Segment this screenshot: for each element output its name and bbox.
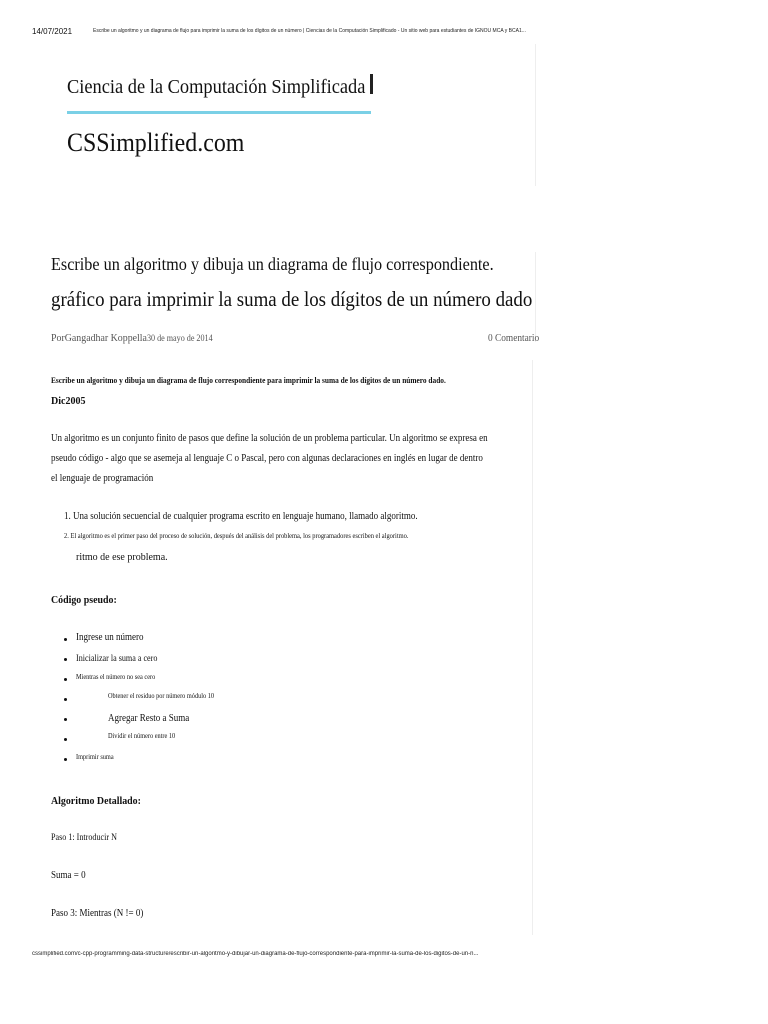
article-title-line-1: Escribe un algoritmo y dibuja un diagrama de flujo correspondiente. (51, 254, 494, 274)
list-item: 2. El algoritmo es el primer paso del proceso de solución, después del análisis del problema, los programadores escriben el algoritmo. (64, 532, 409, 540)
header-divider (370, 74, 373, 94)
print-date: 14/07/2021 (32, 27, 73, 36)
paragraph-line: el lenguaje de programación (51, 473, 154, 484)
site-domain[interactable]: CSSimplified.com (67, 128, 245, 157)
paragraph-line: Un algoritmo es un conjunto finito de pasos que define la solución de un problema particular. Un algoritmo se expresa en (51, 433, 488, 444)
bullet-icon (64, 698, 67, 701)
article-title-line-2: gráfico para imprimir la suma de los dígitos de un número dado (51, 287, 533, 311)
site-header (49, 44, 536, 186)
comments-link[interactable]: 0 Comentario (488, 332, 540, 344)
algorithm-step: Paso 1: Introducir N (51, 832, 117, 842)
article-date: 30 de mayo de 2014 (146, 333, 213, 343)
article-content (41, 360, 533, 935)
pseudo-item: Obtener el residuo por número módulo 10 (108, 692, 215, 700)
site-name[interactable]: Ciencia de la Computación Simplificada (67, 76, 366, 98)
intro-question: Escribe un algoritmo y dibuja un diagrama de flujo correspondiente para imprimir la suma de los dígitos de un número dado. (51, 376, 446, 385)
list-item: 1. Una solución secuencial de cualquier programa escrito en lenguaje humano, llamado algoritmo. (64, 511, 418, 522)
bullet-icon (64, 638, 67, 641)
list-item-continuation: ritmo de ese problema. (76, 552, 168, 563)
pseudo-item: Inicializar la suma a cero (76, 653, 158, 663)
author-link[interactable]: Gangadhar Koppella (64, 332, 147, 344)
site-name-underline (67, 111, 371, 114)
paragraph-line: pseudo código - algo que se asemeja al lenguaje C o Pascal, pero con algunas declaraciones en inglés en lugar de dentro (51, 453, 483, 464)
bullet-icon (64, 758, 67, 761)
pseudo-code-heading: Código pseudo: (51, 594, 117, 606)
pseudo-item: Ingrese un número (76, 632, 144, 643)
pseudo-item: Mientras el número no sea cero (76, 673, 156, 681)
bullet-icon (64, 678, 67, 681)
bullet-icon (64, 738, 67, 741)
pseudo-item: Imprimir suma (76, 753, 114, 761)
byline-prefix: Por (51, 332, 65, 344)
print-url: cssimplified.com/c-cpp-programming-data-structure/escribir-un-algoritmo-y-dibujar-un-diagrama-de-flujo-correspondiente-para-imprimir-la-suma-de-los-digitos-de-un-n... (32, 951, 479, 957)
algorithm-step: Paso 3: Mientras (N != 0) (51, 908, 144, 919)
exam-label: Dic2005 (51, 396, 86, 407)
algorithm-step: Suma = 0 (51, 870, 86, 881)
pseudo-item: Agregar Resto a Suma (108, 713, 190, 724)
print-page-title: Escribe un algoritmo y un diagrama de flujo para imprimir la suma de los dígitos de un número | Ciencias de la Computación Simplificado - Un sitio web para estudiantes de IGNOU MCA y BCA1... (93, 28, 526, 34)
bullet-icon (64, 658, 67, 661)
bullet-icon (64, 718, 67, 721)
article-byline (51, 332, 213, 344)
algorithm-heading: Algoritmo Detallado: (51, 795, 141, 807)
pseudo-item: Dividir el número entre 10 (108, 732, 176, 740)
